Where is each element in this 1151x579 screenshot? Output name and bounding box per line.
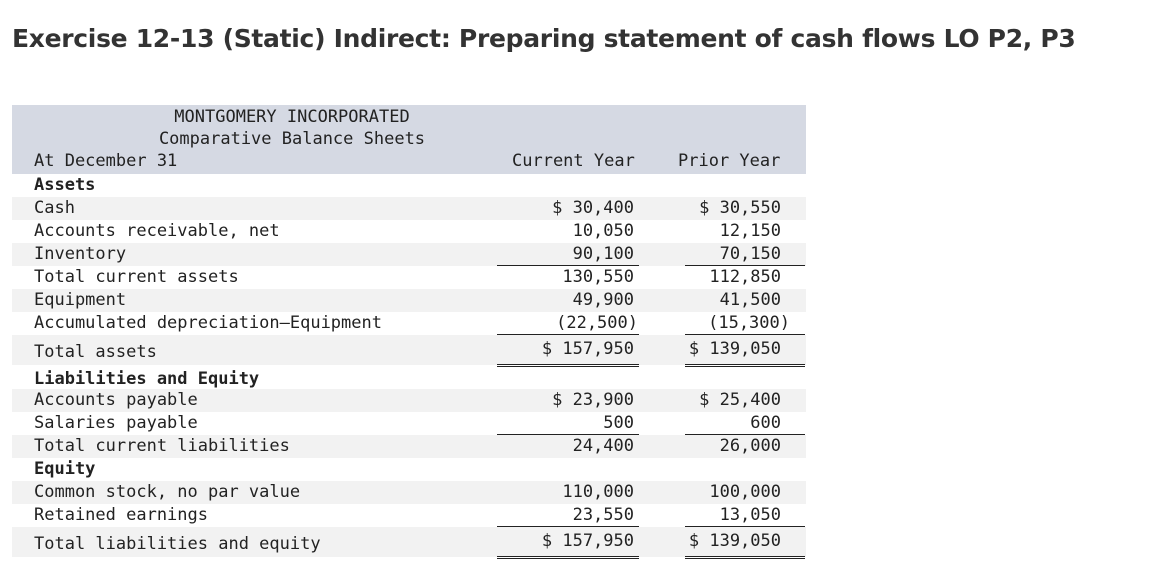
date-label: At December 31 [34,151,178,171]
section-heading-liabilities-and-equity [12,365,806,389]
current-year-value: 90,100 [572,244,634,264]
table-row-total-assets [12,335,806,365]
company-name: MONTGOMERY INCORPORATED [174,107,410,127]
column-header-current-year: Current Year [512,151,635,171]
current-year-value: 49,900 [572,290,634,310]
row-label: Common stock, no par value [34,482,301,502]
row-label: Accounts payable [34,390,198,410]
current-year-value: 130,550 [562,267,634,287]
table-row-accounts-receivable [12,220,806,243]
row-label: Equity [34,459,96,479]
current-year-value: 23,550 [572,505,634,525]
prior-year-value: 112,850 [709,267,781,287]
table-header [12,105,806,174]
prior-year-value: 41,500 [719,290,781,310]
row-label: Inventory [34,244,127,264]
row-label: Retained earnings [34,505,208,525]
balance-sheet-table [12,105,806,557]
row-label: Accumulated depreciation—Equipment [34,313,382,333]
table-row-cash [12,197,806,220]
section-heading-assets [12,174,806,197]
prior-year-value: 70,150 [719,244,781,264]
prior-year-value: 12,150 [719,221,781,241]
column-header-prior-year: Prior Year [678,151,781,171]
table-row-accounts-payable [12,389,806,412]
exercise-title: Exercise 12-13 (Static) Indirect: Preparing statement of cash flows LO P2, P3 [12,24,1076,53]
table-row-inventory [12,243,806,266]
table-row-salaries-payable [12,412,806,435]
prior-year-value: 26,000 [719,436,781,456]
row-label: Accounts receivable, net [34,221,280,241]
table-row-accumulated-depreciation [12,312,806,335]
current-year-value: 500 [603,413,634,433]
current-year-value: 110,000 [562,482,634,502]
prior-year-value: $ 139,050 [688,531,781,551]
row-label: Equipment [34,290,127,310]
current-year-value: 10,050 [572,221,634,241]
current-year-value: (22,500) [556,313,638,333]
table-row-retained-earnings [12,504,806,527]
table-row-equipment [12,289,806,312]
prior-year-value: $ 25,400 [699,390,781,410]
row-label: Total liabilities and equity [34,534,321,554]
row-label: Salaries payable [34,413,198,433]
row-label: Total current assets [34,267,239,287]
section-heading-equity [12,458,806,481]
row-label: Total current liabilities [34,436,290,456]
table-row-total-liabilities-and-equity [12,527,806,557]
current-year-value: 24,400 [572,436,634,456]
prior-year-value: 100,000 [709,482,781,502]
row-label: Cash [34,198,75,218]
table-row-total-current-liabilities [12,435,806,458]
row-label: Assets [34,175,96,195]
row-label: Total assets [34,342,157,362]
current-year-value: $ 157,950 [541,531,634,551]
double-underline [685,556,805,559]
current-year-value: $ 30,400 [552,198,634,218]
row-label: Liabilities and Equity [34,369,260,389]
double-underline [497,556,639,559]
prior-year-value: $ 139,050 [688,339,781,359]
prior-year-value: $ 30,550 [699,198,781,218]
table-row-common-stock [12,481,806,504]
prior-year-value: 600 [750,413,781,433]
statement-name: Comparative Balance Sheets [158,129,426,149]
current-year-value: $ 23,900 [552,390,634,410]
table-row-total-current-assets [12,266,806,289]
current-year-value: $ 157,950 [541,339,634,359]
prior-year-value: (15,300) [708,313,790,333]
prior-year-value: 13,050 [719,505,781,525]
